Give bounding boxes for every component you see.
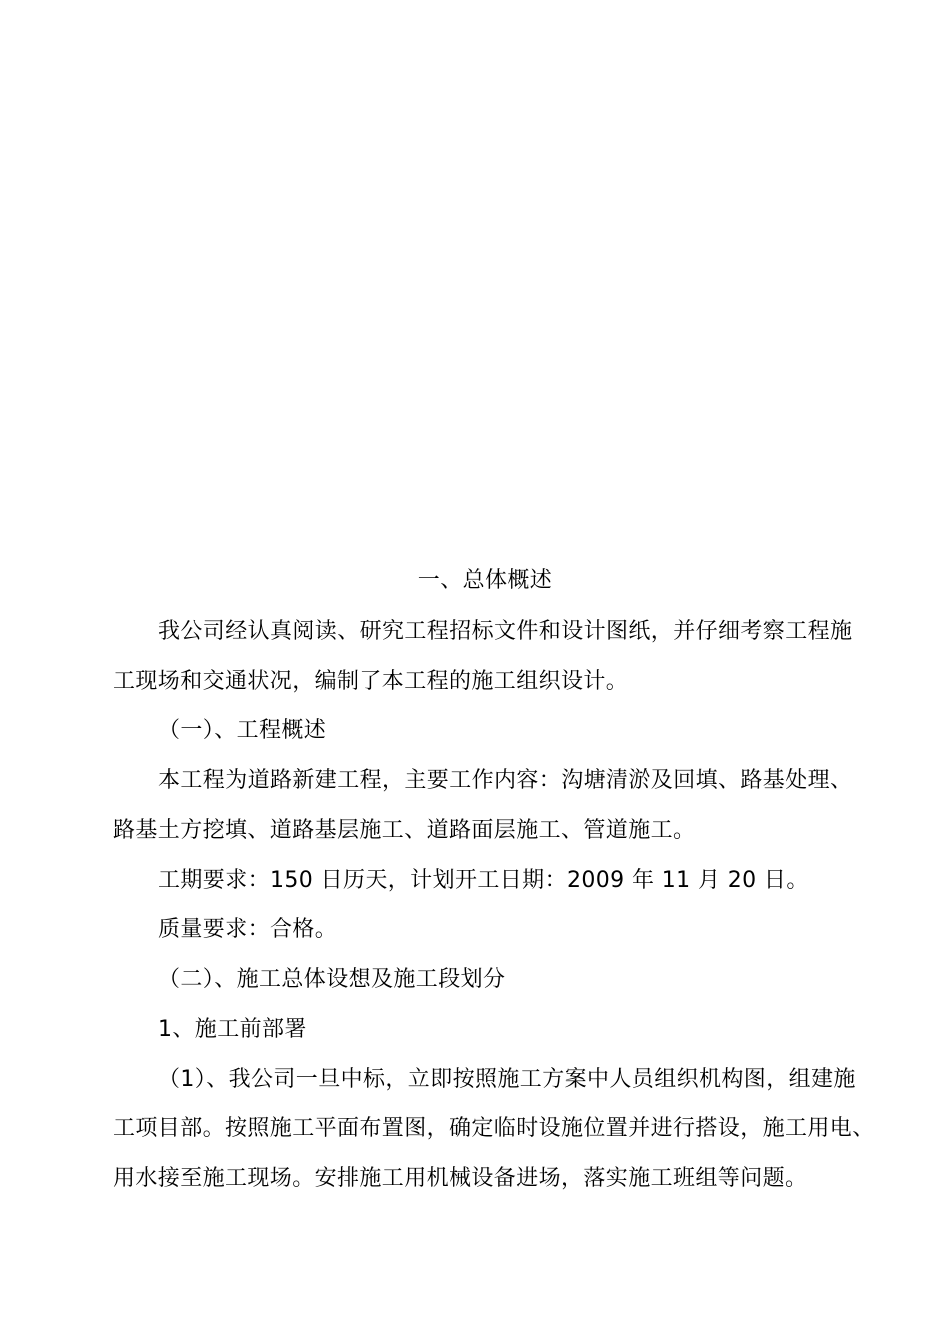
paragraph-line: 路基土方挖填、道路基层施工、道路面层施工、管道施工。 — [113, 818, 696, 843]
section-title: 一、总体概述 — [417, 568, 553, 593]
subsection-heading: （二）、施工总体设想及施工段划分 — [158, 967, 506, 992]
paragraph-line: 工现场和交通状况，编制了本工程的施工组织设计。 — [113, 669, 629, 694]
paragraph-line: 本工程为道路新建工程，主要工作内容：沟塘清淤及回填、路基处理、 — [158, 768, 853, 793]
quality-requirement: 质量要求：合格。 — [158, 917, 338, 942]
subsection-heading: （一）、工程概述 — [158, 718, 327, 743]
paragraph-line: 我公司经认真阅读、研究工程招标文件和设计图纸，并仔细考察工程施 — [158, 619, 853, 644]
item-heading: 1、施工前部署 — [158, 1017, 307, 1042]
schedule-requirement: 工期要求：150 日历天，计划开工日期：2009 年 11 月 20 日。 — [158, 868, 809, 893]
paragraph-line: 工项目部。按照施工平面布置图，确定临时设施位置并进行搭设，施工用电、 — [113, 1116, 875, 1141]
paragraph-line: 用水接至施工现场。安排施工用机械设备进场，落实施工班组等问题。 — [113, 1166, 808, 1191]
paragraph-line: （1）、我公司一旦中标，立即按照施工方案中人员组织机构图，组建施 — [158, 1067, 856, 1092]
